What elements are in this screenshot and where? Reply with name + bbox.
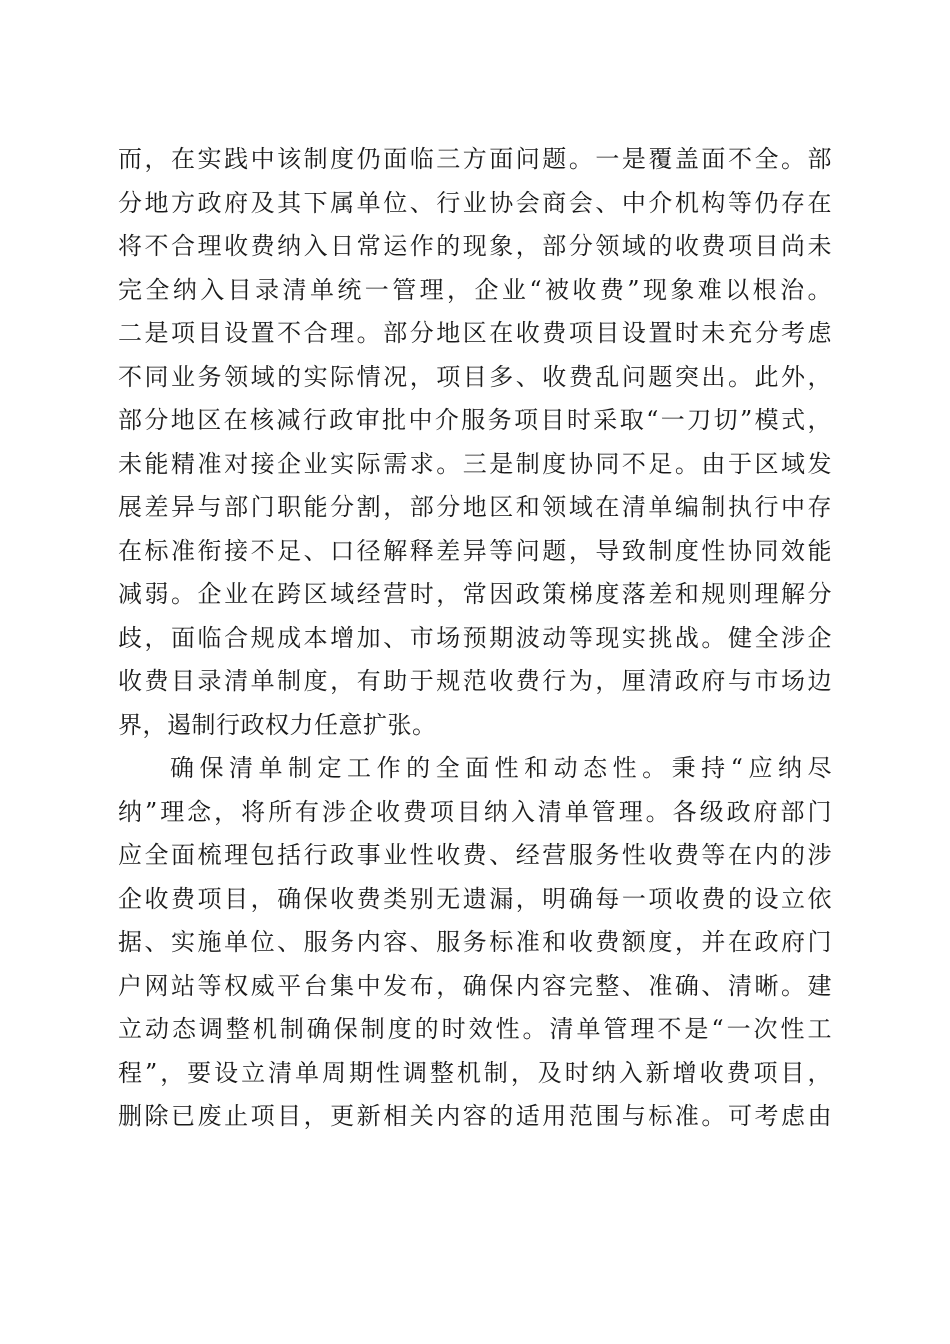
text-line: 分地方政府及其下属单位、行业协会商会、中介机构等仍存在 xyxy=(118,188,832,217)
text-line: 部分地区在核减行政审批中介服务项目时采取“一刀切”模式， xyxy=(118,406,832,434)
text-line: 纳”理念，将所有涉企收费项目纳入清单管理。各级政府部门 xyxy=(118,797,832,826)
paragraph-2 xyxy=(118,747,832,1139)
text-line: 在标准衔接不足、口径解释差异等问题，导致制度性协同效能 xyxy=(118,536,832,565)
text-line: 未能精准对接企业实际需求。三是制度协同不足。由于区域发 xyxy=(118,449,832,478)
text-line: 将不合理收费纳入日常运作的现象，部分领域的收费项目尚未 xyxy=(118,232,832,260)
body-text xyxy=(118,138,832,1139)
text-line: 户网站等权威平台集中发布，确保内容完整、准确、清晰。建 xyxy=(118,971,832,1000)
text-line: 不同业务领域的实际情况，项目多、收费乱问题突出。此外， xyxy=(118,362,832,391)
text-line: 二是项目设置不合理。部分地区在收费项目设置时未充分考虑 xyxy=(118,319,832,347)
text-line: 减弱。企业在跨区域经营时，常因政策梯度落差和规则理解分 xyxy=(118,580,832,608)
text-line: 企收费项目，确保收费类别无遗漏，明确每一项收费的设立依 xyxy=(118,884,832,913)
text-line: 立动态调整机制确保制度的时效性。清单管理不是“一次性工 xyxy=(118,1015,832,1043)
text-line: 应全面梳理包括行政事业性收费、经营服务性收费等在内的涉 xyxy=(118,841,832,869)
text-line: 程”，要设立清单周期性调整机制，及时纳入新增收费项目， xyxy=(118,1058,832,1087)
text-line: 删除已废止项目，更新相关内容的适用范围与标准。可考虑由 xyxy=(118,1102,832,1130)
text-line: 据、实施单位、服务内容、服务标准和收费额度，并在政府门 xyxy=(118,928,832,956)
text-line: 展差异与部门职能分割，部分地区和领域在清单编制执行中存 xyxy=(118,493,832,521)
paragraph-1 xyxy=(118,138,832,747)
text-line: 确保清单制定工作的全面性和动态性。秉持“应纳尽 xyxy=(170,754,832,782)
text-line: 而，在实践中该制度仍面临三方面问题。一是覆盖面不全。部 xyxy=(118,145,832,173)
text-line: 歧，面临合规成本增加、市场预期波动等现实挑战。健全涉企 xyxy=(118,623,832,652)
text-line: 收费目录清单制度，有助于规范收费行为，厘清政府与市场边 xyxy=(118,667,832,695)
text-line: 完全纳入目录清单统一管理，企业“被收费”现象难以根治。 xyxy=(118,275,832,304)
text-line: 界，遏制行政权力任意扩张。 xyxy=(118,710,437,739)
